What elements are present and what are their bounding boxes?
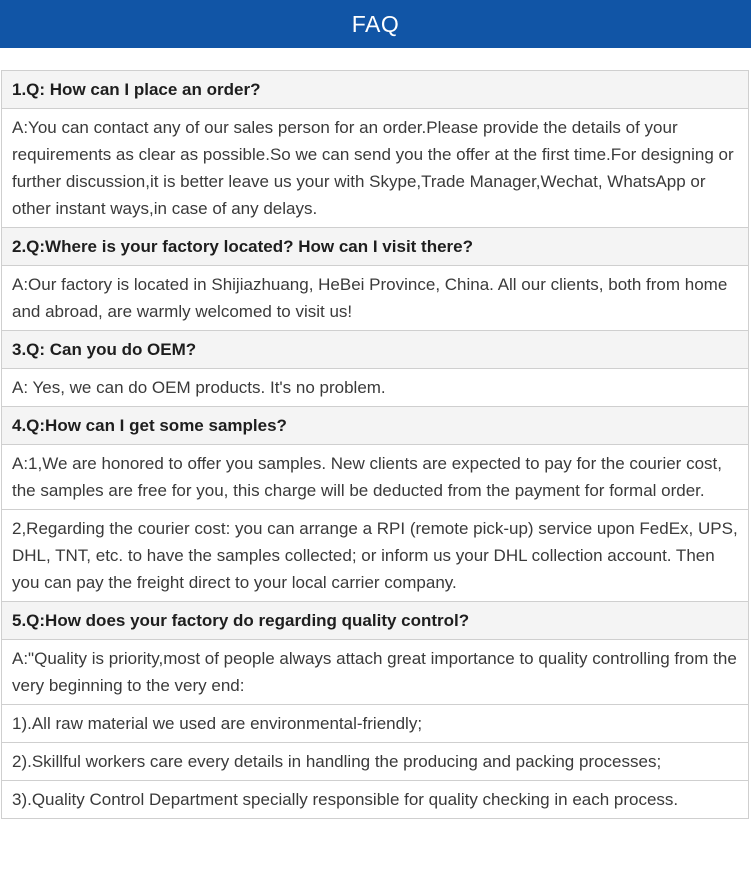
question-4: 4.Q:How can I get some samples? [2,407,749,445]
answer-row [2,369,749,407]
question-2: 2.Q:Where is your factory located? How can I visit there? [2,228,749,266]
question-row [2,407,749,445]
answer-row [2,743,749,781]
question-1: 1.Q: How can I place an order? [2,71,749,109]
faq-table [1,70,749,819]
answer-5-point-1: 1).All raw material we used are environmental-friendly; [2,705,749,743]
question-row [2,228,749,266]
answer-5-intro: A:"Quality is priority,most of people always attach great importance to quality controlling from the very beginning to the very end: [2,640,749,705]
answer-row [2,510,749,602]
answer-3: A: Yes, we can do OEM products. It's no problem. [2,369,749,407]
answer-4-part-2: 2,Regarding the courier cost: you can arrange a RPI (remote pick-up) service upon FedEx, UPS, DHL, TNT, etc. to have the samples collected; or inform us your DHL collection account. Then you can pay the freight direct to your local carrier company. [2,510,749,602]
answer-1: A:You can contact any of our sales person for an order.Please provide the details of your requirements as clear as possible.So we can send you the offer at the first time.For designing or further discussion,it is better leave us your with Skype,Trade Manager,Wechat, WhatsApp or other instant ways,in case of any delays. [2,109,749,228]
answer-row [2,266,749,331]
answer-2: A:Our factory is located in Shijiazhuang, HeBei Province, China. All our clients, both from home and abroad, are warmly welcomed to visit us! [2,266,749,331]
question-row [2,331,749,369]
question-row [2,71,749,109]
answer-4-part-1: A:1,We are honored to offer you samples. New clients are expected to pay for the courier cost, the samples are free for you, this charge will be deducted from the payment for formal order. [2,445,749,510]
page-title: FAQ [351,10,400,37]
answer-5-point-3: 3).Quality Control Department specially responsible for quality checking in each process. [2,781,749,819]
answer-row [2,781,749,819]
spacer [0,48,751,70]
answer-row [2,705,749,743]
faq-banner [0,0,751,48]
answer-row [2,445,749,510]
question-row [2,602,749,640]
answer-5-point-2: 2).Skillful workers care every details in handling the producing and packing processes; [2,743,749,781]
answer-row [2,640,749,705]
answer-row [2,109,749,228]
question-5: 5.Q:How does your factory do regarding quality control? [2,602,749,640]
question-3: 3.Q: Can you do OEM? [2,331,749,369]
